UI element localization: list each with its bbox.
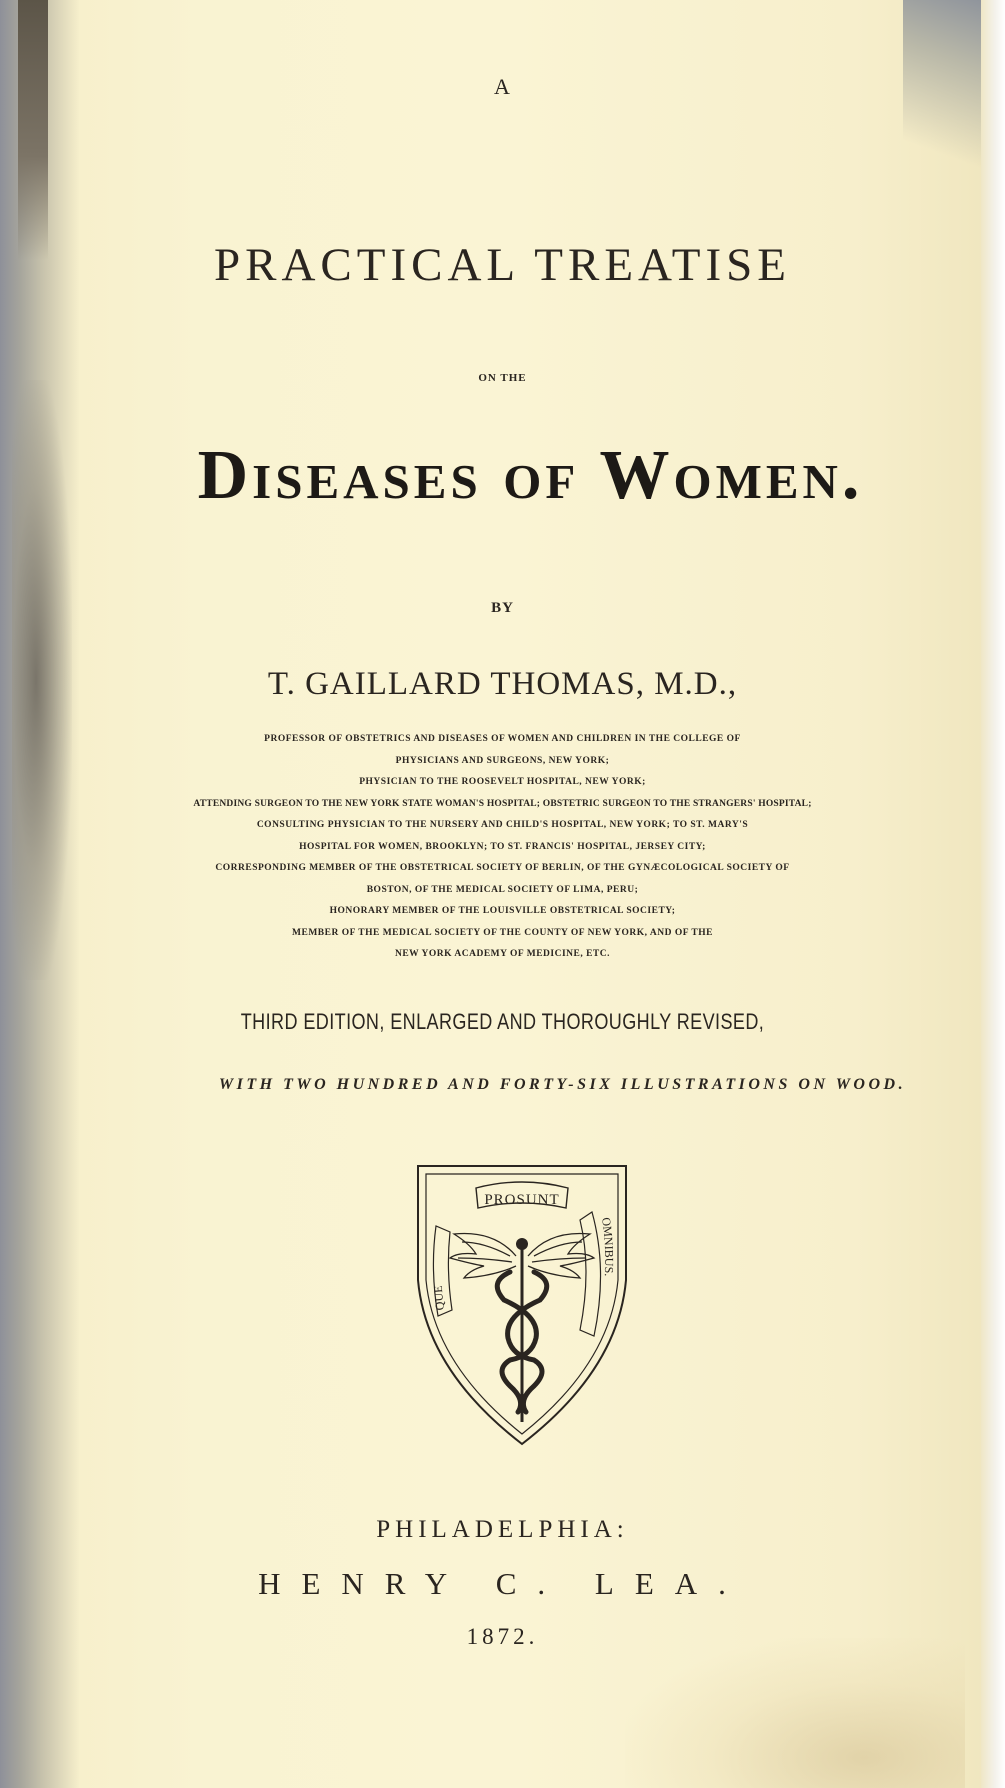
title-connector: ON THE xyxy=(478,372,527,384)
title-article: A xyxy=(494,74,511,99)
credential-line: CONSULTING PHYSICIAN TO THE NURSERY AND CHILD'S HOSPITAL, NEW YORK; TO ST. MARY'S xyxy=(256,820,749,830)
credential-line: PROFESSOR OF OBSTETRICS AND DISEASES OF WOMEN AND CHILDREN IN THE COLLEGE OF xyxy=(264,734,741,744)
title-line-2: Diseases of Women. xyxy=(197,437,864,514)
credential-line: PHYSICIANS AND SURGEONS, NEW YORK; xyxy=(395,755,610,766)
credential-line: NEW YORK ACADEMY OF MEDICINE, ETC. xyxy=(394,949,610,959)
motto-top: PROSUNT xyxy=(484,1192,560,1208)
motto-left-text xyxy=(431,1285,447,1311)
by-line: BY xyxy=(491,600,514,616)
title-line-1: PRACTICAL TREATISE xyxy=(213,239,791,291)
credential-line: BOSTON, OF THE MEDICAL SOCIETY OF LIMA, PERU; xyxy=(366,884,639,895)
credential-line: ATTENDING SURGEON TO THE NEW YORK STATE WOMAN'S HOSPITAL; OBSTETRIC SURGEON TO THE STRANGERS' HOSPITAL; xyxy=(193,798,812,809)
publication-city: PHILADELPHIA: xyxy=(376,1516,629,1543)
publication-year: 1872. xyxy=(466,1624,539,1649)
author-credentials xyxy=(0,729,1005,966)
motto-left: QUE xyxy=(430,1285,447,1312)
credential-line: PHYSICIAN TO THE ROOSEVELT HOSPITAL, NEW YORK; xyxy=(359,777,646,787)
motto-right: OMNIBUS. xyxy=(599,1216,617,1277)
caduceus-shield-icon xyxy=(414,1160,630,1450)
paper-stain xyxy=(625,1638,965,1788)
spine-damage xyxy=(18,0,48,260)
edition-statement: THIRD EDITION, ENLARGED AND THOROUGHLY REVISED, xyxy=(240,1009,765,1034)
author-name: T. GAILLARD THOMAS, M.D., xyxy=(267,666,738,702)
credential-line: CORRESPONDING MEMBER OF THE OBSTETRICAL SOCIETY OF BERLIN, OF THE GYNÆCOLOGICAL SOCIETY OF xyxy=(215,863,790,873)
illustrations-statement: WITH TWO HUNDRED AND FORTY-SIX ILLUSTRATIONS ON WOOD. xyxy=(218,1076,907,1093)
motto-right-text xyxy=(599,1216,616,1276)
credential-line: HOSPITAL FOR WOMEN, BROOKLYN; TO ST. FRANCIS' HOSPITAL, JERSEY CITY; xyxy=(299,841,706,852)
credential-line: MEMBER OF THE MEDICAL SOCIETY OF THE COUNTY OF NEW YORK, AND OF THE xyxy=(292,927,713,938)
publisher-name: HENRY C. LEA. xyxy=(258,1566,747,1601)
credential-line: HONORARY MEMBER OF THE LOUISVILLE OBSTETRICAL SOCIETY; xyxy=(329,906,676,916)
